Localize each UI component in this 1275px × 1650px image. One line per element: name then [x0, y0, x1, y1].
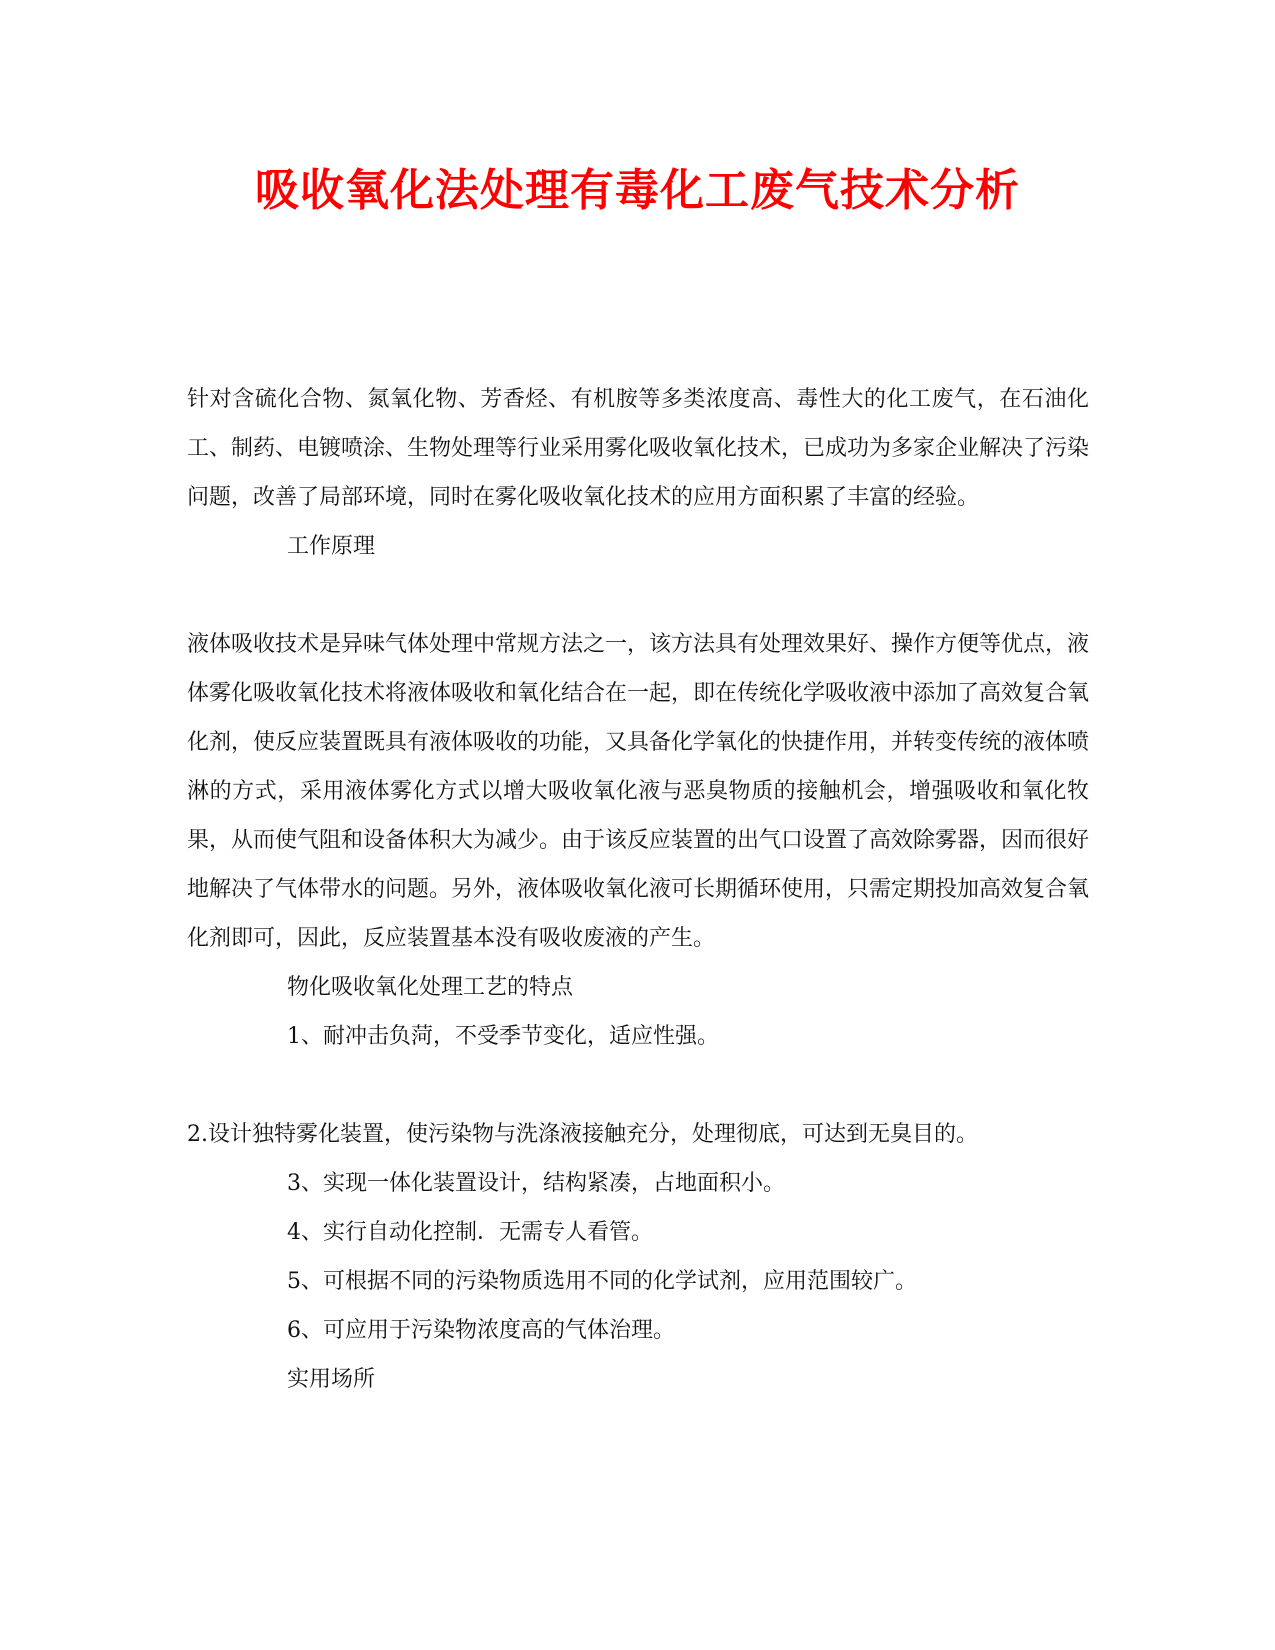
feature-item-4: 4、实行自动化控制．无需专人看管。 — [287, 1220, 653, 1245]
feature-item-6: 6、可应用于污染物浓度高的气体治理。 — [287, 1318, 675, 1343]
feature-item-3: 3、实现一体化装置设计，结构紧凑，占地面积小。 — [287, 1171, 785, 1196]
section-heading-usage: 实用场所 — [287, 1367, 376, 1392]
document-body — [187, 375, 1089, 1404]
section-heading-principle: 工作原理 — [287, 534, 376, 559]
feature-item-1: 1、耐冲击负菏，不受季节变化，适应性强。 — [287, 1024, 719, 1049]
feature-item-2: 2.设计独特雾化装置，使污染物与洗涤液接触充分，处理彻底，可达到无臭目的。 — [187, 1122, 978, 1147]
intro-paragraph: 针对含硫化合物、氮氧化物、芳香烃、有机胺等多类浓度高、毒性大的化工废气，在石油化工、制药、电镀喷涂、生物处理等行业采用雾化吸收氧化技术，已成功为多家企业解决了污染问题，改善了局部环境，同时在雾化吸收氧化技术的应用方面积累了丰富的经验。 — [187, 387, 1090, 510]
feature-item-5: 5、可根据不同的污染物质选用不同的化学试剂，应用范围较广。 — [287, 1269, 917, 1294]
document-title: 吸收氧化法处理有毒化工废气技术分析 — [255, 165, 1020, 216]
section-heading-features: 物化吸收氧化处理工艺的特点 — [287, 975, 574, 1000]
principle-paragraph: 液体吸收技术是异味气体处理中常规方法之一，该方法具有处理效果好、操作方便等优点，液体雾化吸收氧化技术将液体吸收和氧化结合在一起，即在传统化学吸收液中添加了高效复合氧化剂，使反应装置既具有液体吸收的功能，又具备化学氧化的快捷作用，并转变传统的液体喷淋的方式，采用液体雾化方式以增大吸收氧化液与恶臭物质的接触机会，增强吸收和氧化牧果，从而使气阻和设备体积大为减少。由于该反应装置的出气口设置了高效除雾器，因而很好地解决了气体带水的问题。另外，液体吸收氧化液可长期循环使用，只需定期投加高效复合氧化剂即可，因此，反应装置基本没有吸收废液的产生。 — [187, 632, 1090, 951]
